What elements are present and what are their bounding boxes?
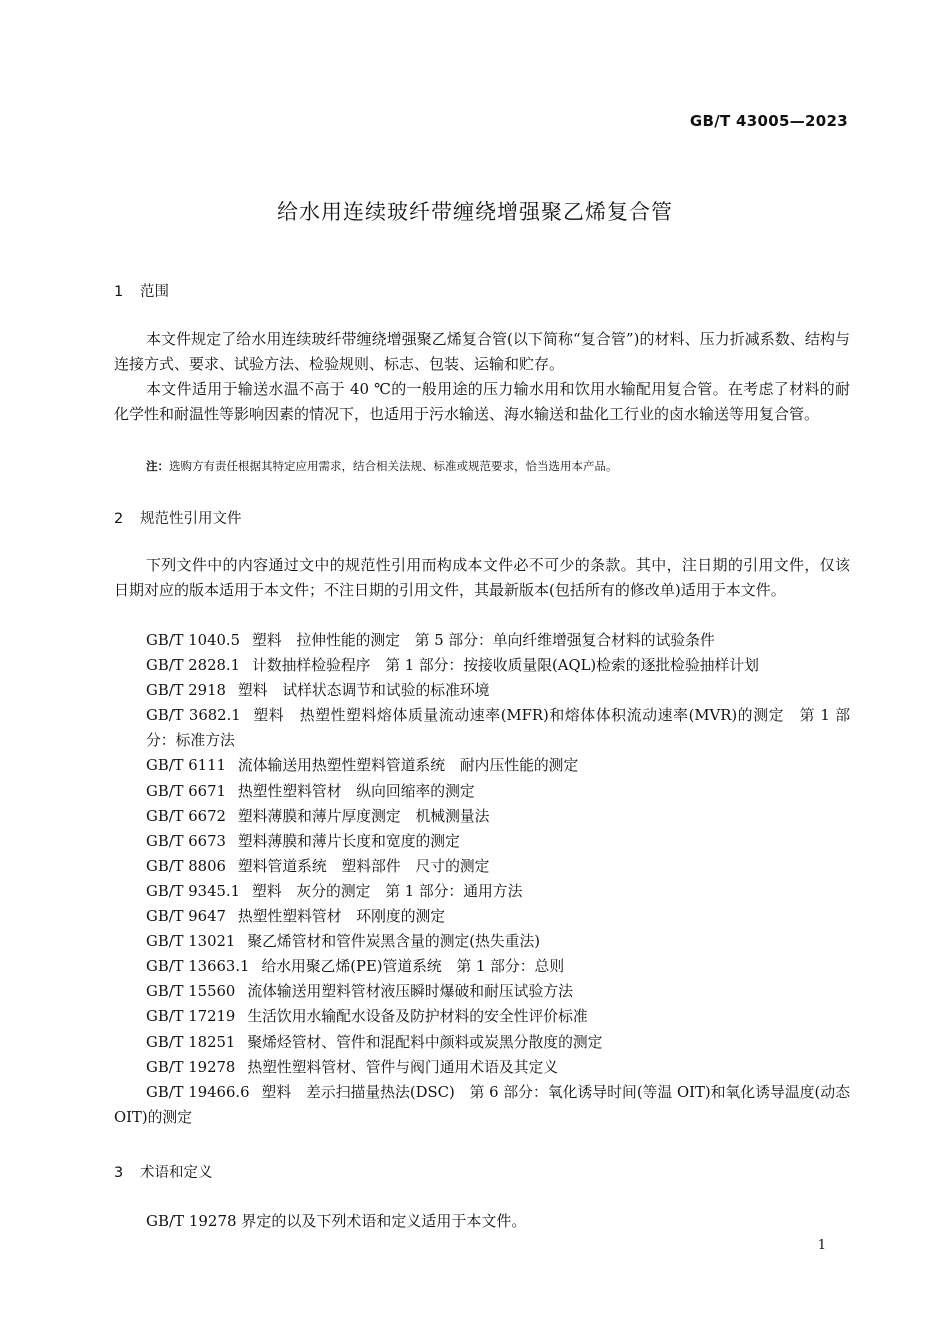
reference-list bbox=[114, 628, 850, 1130]
page-number: 1 bbox=[817, 1238, 826, 1253]
reference-item: GB/T 6672 塑料薄膜和薄片厚度测定 机械测量法 bbox=[146, 807, 490, 825]
reference-item: GB/T 1040.5 塑料 拉伸性能的测定 第 5 部分：单向纤维增强复合材料的试验条件 bbox=[146, 632, 715, 649]
section-number: 3 bbox=[114, 1165, 124, 1181]
reference-item: GB/T 2828.1 计数抽样检验程序 第 1 部分：按接收质量限(AQL)检索的逐批检验抽样计划 bbox=[146, 657, 759, 675]
reference-item: GB/T 9647 热塑性塑料管材 环刚度的测定 bbox=[146, 908, 446, 926]
section-2-heading bbox=[114, 507, 242, 528]
reference-item: GB/T 13021 聚乙烯管材和管件炭黑含量的测定(热失重法) bbox=[146, 933, 541, 951]
reference-item: GB/T 6673 塑料薄膜和薄片长度和宽度的测定 bbox=[146, 832, 460, 850]
section-number: 2 bbox=[114, 511, 124, 527]
section-title: 术语和定义 bbox=[140, 1165, 213, 1181]
scope-paragraph-2: 本文件适用于输送水温不高于 40 ℃的一般用途的压力输水用和饮用水输配用复合管。在考虑了材料的耐化学性和耐温性等影响因素的情况下，也适用于污水输送、海水输送和盐化工行业的卤水输送等用复合管。 bbox=[114, 380, 850, 423]
section-3-heading bbox=[114, 1161, 213, 1182]
section-title: 范围 bbox=[140, 284, 169, 300]
note-label: 注： bbox=[146, 459, 169, 473]
section-title: 规范性引用文件 bbox=[140, 511, 242, 527]
references-intro: 下列文件中的内容通过文中的规范性引用而构成本文件必不可少的条款。其中，注日期的引用文件，仅该日期对应的版本适用于本文件；不注日期的引用文件，其最新版本(包括所有的修改单)适用于本文件。 bbox=[114, 556, 850, 599]
reference-item: GB/T 15560 流体输送用塑料管材液压瞬时爆破和耐压试验方法 bbox=[146, 983, 573, 1001]
reference-item: GB/T 2918 塑料 试样状态调节和试验的标准环境 bbox=[146, 682, 490, 700]
section-1-heading bbox=[114, 280, 169, 301]
scope-paragraph-1: 本文件规定了给水用连续玻纤带缠绕增强聚乙烯复合管(以下简称“复合管”)的材料、压力折减系数、结构与连接方式、要求、试验方法、检验规则、标志、包装、运输和贮存。 bbox=[114, 330, 850, 373]
reference-item: GB/T 17219 生活饮用水输配水设备及防护材料的安全性评价标准 bbox=[146, 1008, 588, 1026]
reference-item: GB/T 19278 热塑性塑料管材、管件与阀门通用术语及其定义 bbox=[146, 1058, 559, 1076]
reference-item: GB/T 13663.1 给水用聚乙烯(PE)管道系统 第 1 部分：总则 bbox=[146, 958, 565, 976]
document-title: 给水用连续玻纤带缠绕增强聚乙烯复合管 bbox=[277, 200, 673, 224]
reference-item: GB/T 3682.1 塑料 热塑性塑料熔体质量流动速率(MFR)和熔体体积流动速率(MVR)的测定 第 1 部分：标准方法 bbox=[146, 707, 851, 750]
note-text: 选购方有责任根据其特定应用需求，结合相关法规、标准或规范要求，恰当选用本产品。 bbox=[169, 459, 618, 473]
reference-item: GB/T 9345.1 塑料 灰分的测定 第 1 部分：通用方法 bbox=[146, 882, 523, 900]
scope-note bbox=[146, 458, 618, 474]
reference-item: GB/T 18251 聚烯烃管材、管件和混配料中颜料或炭黑分散度的测定 bbox=[146, 1033, 603, 1051]
section-number: 1 bbox=[114, 284, 124, 300]
standard-code: GB/T 43005—2023 bbox=[689, 112, 848, 130]
reference-item: GB/T 6671 热塑性塑料管材 纵向回缩率的测定 bbox=[146, 782, 475, 800]
reference-item: GB/T 6111 流体输送用热塑性塑料管道系统 耐内压性能的测定 bbox=[146, 757, 579, 775]
reference-item: GB/T 8806 塑料管道系统 塑料部件 尺寸的测定 bbox=[146, 857, 490, 875]
terms-intro: GB/T 19278 界定的以及下列术语和定义适用于本文件。 bbox=[146, 1212, 527, 1230]
reference-item: GB/T 19466.6 塑料 差示扫描量热法(DSC) 第 6 部分：氧化诱导时间(等温 OIT)和氧化诱导温度(动态 OIT)的测定 bbox=[114, 1083, 850, 1126]
